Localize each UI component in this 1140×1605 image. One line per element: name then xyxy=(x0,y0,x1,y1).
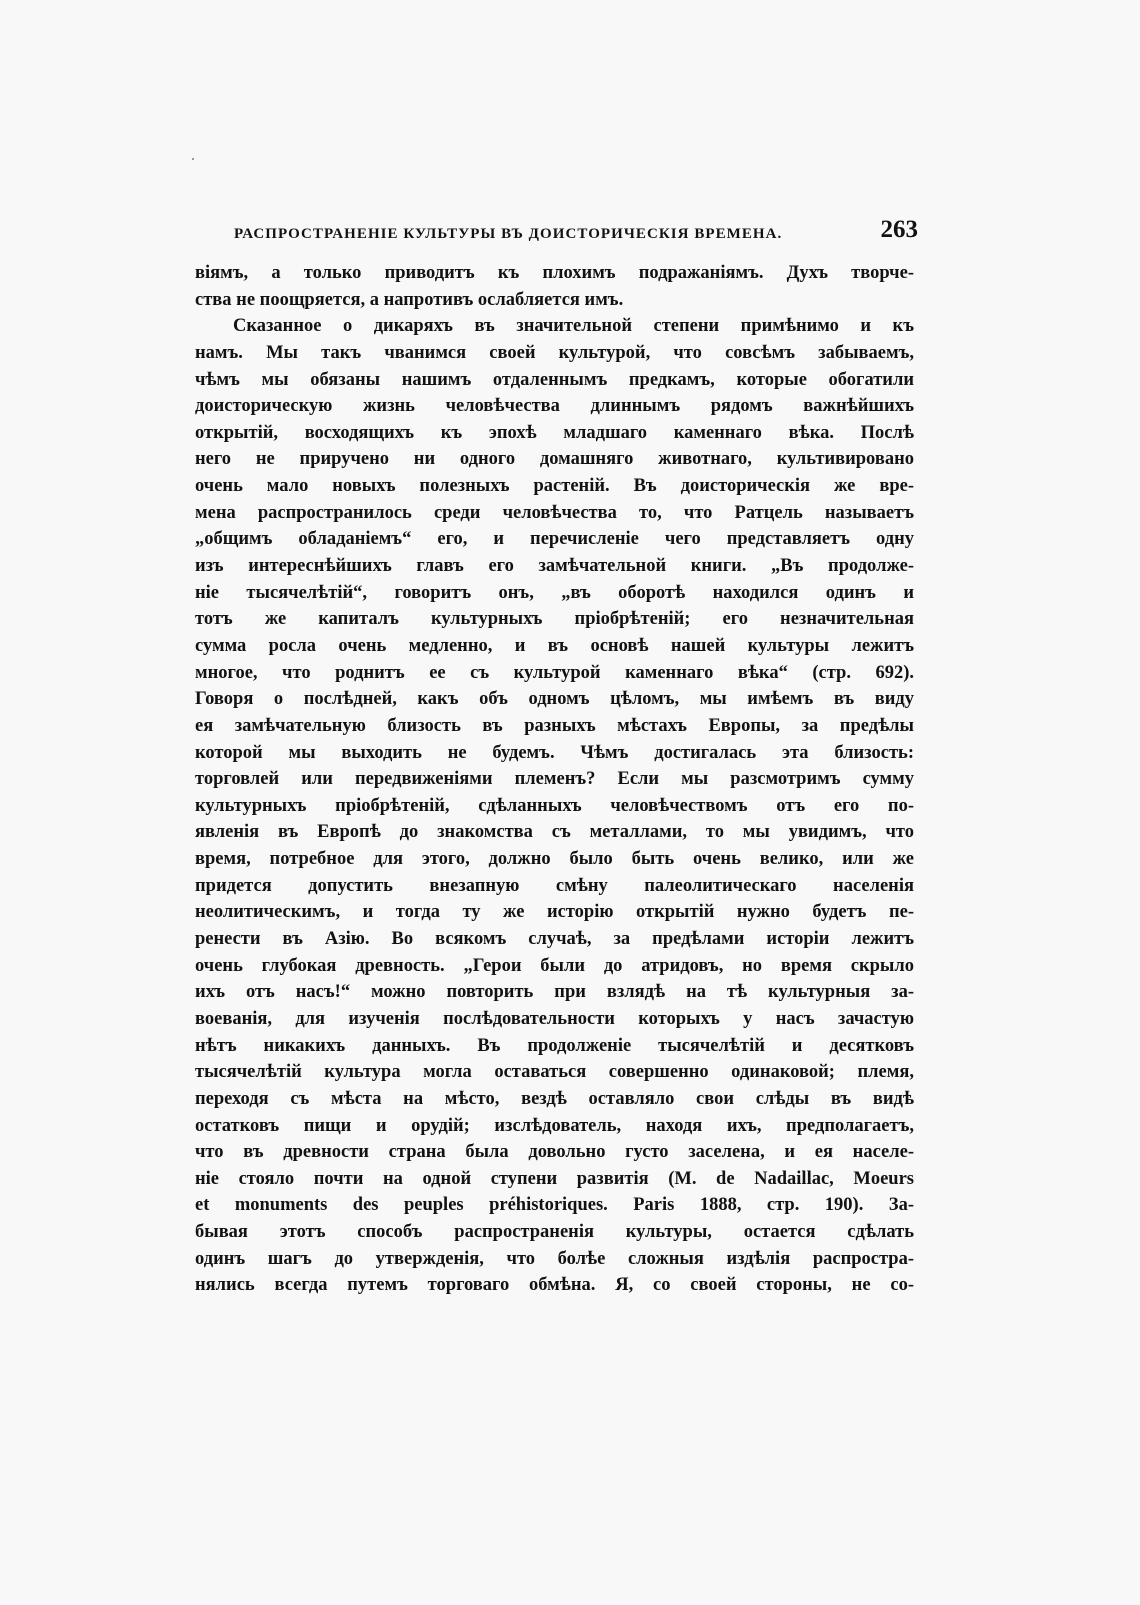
text-line: явленія въ Европѣ до знакомства съ металлами, то мы увидимъ, что xyxy=(195,822,914,843)
text-line: переходя съ мѣста на мѣсто, вездѣ оставляло свои слѣды въ видѣ xyxy=(195,1088,914,1109)
text-line: ренести въ Азію. Во всякомъ случаѣ, за предѣлами исторіи лежитъ xyxy=(195,929,914,950)
print-speck xyxy=(192,158,194,160)
text-line: неолитическимъ, и тогда ту же исторію открытій нужно будетъ пе- xyxy=(195,902,914,923)
text-line: доисторическую жизнь человѣчества длиннымъ рядомъ важнѣйшихъ xyxy=(195,396,914,417)
text-line: что въ древности страна была довольно густо заселена, и ея населе- xyxy=(195,1142,914,1163)
text-line: сумма росла очень медленно, и въ основѣ нашей культуры лежитъ xyxy=(195,635,914,656)
text-line: воеванія, для изученія послѣдовательности которыхъ у насъ зачастую xyxy=(195,1008,914,1029)
text-line: віямъ, а только приводитъ къ плохимъ подражаніямъ. Духъ творче- xyxy=(195,263,914,283)
text-line: бывая этотъ способъ распространенія культуры, остается сдѣлать xyxy=(195,1222,914,1243)
text-line: чѣмъ мы обязаны нашимъ отдаленнымъ предкамъ, которые обогатили xyxy=(195,369,914,390)
text-line: многое, что роднитъ ее съ культурой каменнаго вѣка“ (стр. 692). xyxy=(195,662,914,683)
body-text xyxy=(195,260,914,1410)
text-line: торговлей или передвиженіями племенъ? Если мы разсмотримъ сумму xyxy=(195,769,914,790)
text-line: изъ интереснѣйшихъ главъ его замѣчательной книги. „Въ продолже- xyxy=(195,556,914,577)
text-line: мена распространилось среди человѣчества то, что Ратцель называетъ xyxy=(195,502,914,523)
text-line: которой мы выходить не будемъ. Чѣмъ достигалась эта близость: xyxy=(195,742,914,763)
page-number: 263 xyxy=(880,216,918,243)
text-line: et monuments des peuples préhistoriques. Paris 1888, стр. 190). За- xyxy=(195,1195,914,1216)
text-line: „общимъ обладаніемъ“ его, и перечисленіе чего представляетъ одну xyxy=(195,529,914,550)
text-line: придется допустить внезапную смѣну палеолитическаго населенія xyxy=(195,875,914,896)
text-line: Говоря о послѣдней, какъ объ одномъ цѣломъ, мы имѣемъ въ виду xyxy=(195,689,914,710)
text-line: тотъ же капиталъ культурныхъ пріобрѣтеній; его незначительная xyxy=(195,609,914,630)
text-line: ихъ отъ насъ!“ можно повторить при взлядѣ на тѣ культурныя за- xyxy=(195,982,914,1003)
text-line: него не приручено ни одного домашняго животнаго, культивировано xyxy=(195,449,914,470)
text-line: открытій, восходящихъ къ эпохѣ младшаго каменнаго вѣка. Послѣ xyxy=(195,422,914,443)
text-line: очень мало новыхъ полезныхъ растеній. Въ доисторическія же вре- xyxy=(195,476,914,497)
running-head: РАСПРОСТРАНЕНІЕ КУЛЬТУРЫ ВЪ ДОИСТОРИЧЕСКІЯ ВРЕМЕНА. xyxy=(234,226,783,242)
text-line: культурныхъ пріобрѣтеній, сдѣланныхъ человѣчествомъ отъ его по- xyxy=(195,795,914,816)
text-line: остатковъ пищи и орудій; изслѣдователь, находя ихъ, предполагаетъ, xyxy=(195,1115,914,1136)
text-line: намъ. Мы такъ чванимся своей культурой, что совсѣмъ забываемъ, xyxy=(195,342,914,363)
text-line: нялись всегда путемъ торговаго обмѣна. Я, со своей стороны, не со- xyxy=(195,1275,914,1296)
paragraph-first-line: Сказанное о дикаряхъ въ значительной степени примѣнимо и къ xyxy=(233,316,914,337)
text-line: ніе стояло почти на одной ступени развитія (M. de Nadaillac, Moeurs xyxy=(195,1168,914,1189)
text-line: ніе тысячелѣтій“, говоритъ онъ, „въ оборотѣ находился одинъ и xyxy=(195,582,914,603)
text-line: ства не поощряется, а напротивъ ослабляется имъ. xyxy=(195,289,624,310)
text-line: время, потребное для этого, должно было быть очень велико, или же xyxy=(195,849,914,870)
text-line: тысячелѣтій культура могла оставаться совершенно одинаковой; племя, xyxy=(195,1062,914,1083)
text-line: очень глубокая древность. „Герои были до атридовъ, но время скрыло xyxy=(195,955,914,976)
text-line: нѣтъ никакихъ данныхъ. Въ продолженіе тысячелѣтій и десятковъ xyxy=(195,1035,914,1056)
text-line: ея замѣчательную близость въ разныхъ мѣстахъ Европы, за предѣлы xyxy=(195,715,914,736)
text-line: одинъ шагъ до утвержденія, что болѣе сложныя издѣлія распростра- xyxy=(195,1248,914,1269)
